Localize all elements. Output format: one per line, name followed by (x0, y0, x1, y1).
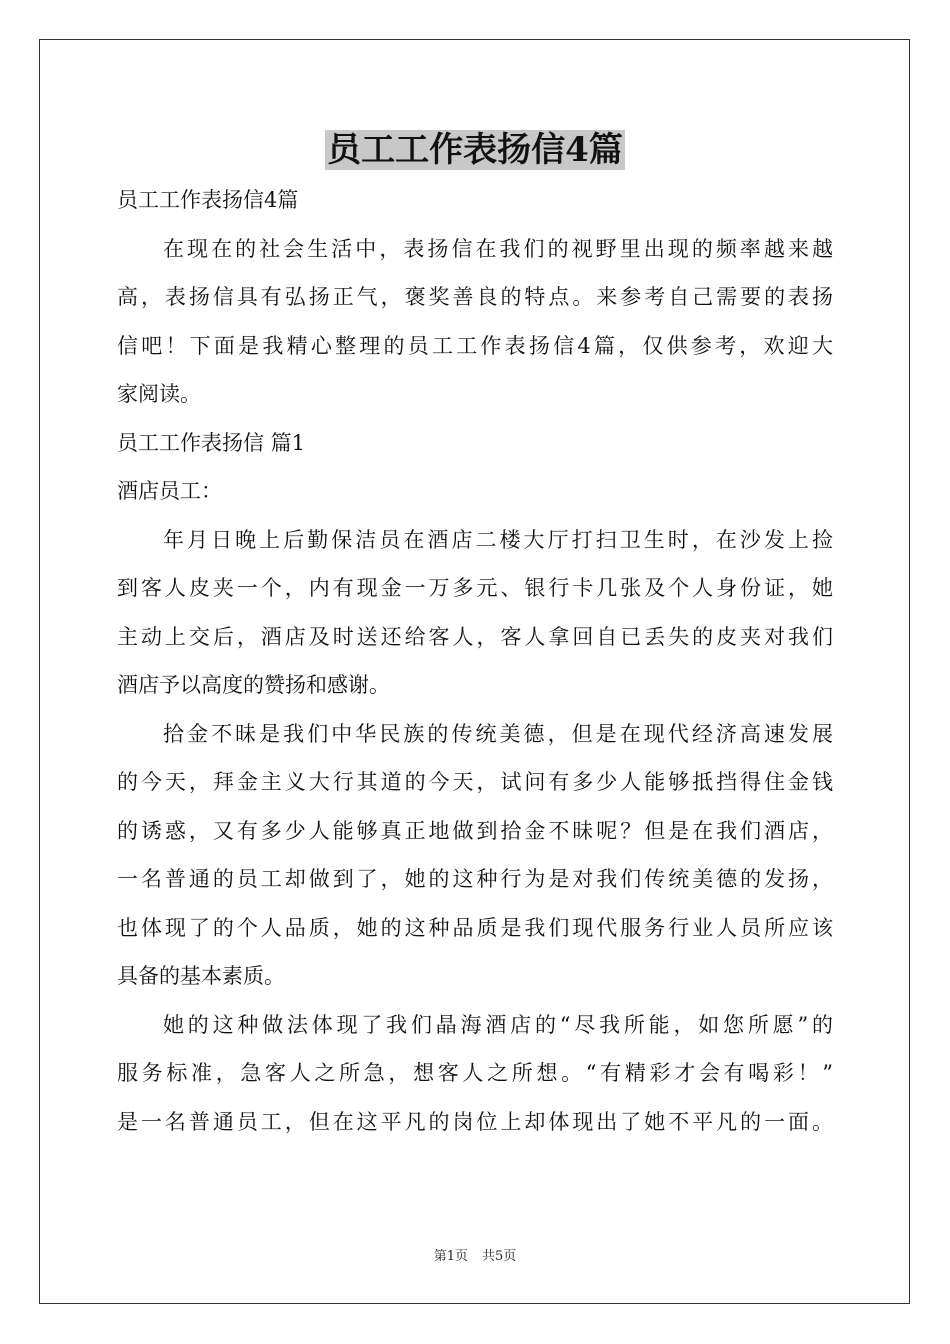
paragraph-line: 拾金不昧是我们中华民族的传统美德，但是在现代经济高速发展 (163, 721, 833, 746)
paragraph-line: 是一名普通员工，但在这平凡的岗位上却体现出了她不平凡的一面。 (117, 1109, 833, 1134)
paragraph-line: 年月日晚上后勤保洁员在酒店二楼大厅打扫卫生时，在沙发上捡 (163, 527, 833, 552)
paragraph-line: 她的这种做法体现了我们晶海酒店的“尽我所能，如您所愿”的 (163, 1012, 833, 1037)
paragraph-line: 在现在的社会生活中，表扬信在我们的视野里出现的频率越来越 (163, 236, 833, 261)
paragraph-line: 一名普通的员工却做到了，她的这种行为是对我们传统美德的发扬， (117, 867, 833, 891)
page-number: 第1页 (433, 1249, 468, 1264)
paragraph-line: 的诱惑，又有多少人能够真正地做到拾金不昧呢？但是在我们酒店， (117, 818, 833, 843)
document-title: 员工工作表扬信4篇 (327, 130, 623, 170)
paragraph-line: 也体现了的个人品质，她的这种品质是我们现代服务行业人员所应该 (117, 915, 833, 940)
paragraph-line: 主动上交后，酒店及时送还给客人，客人拿回自已丢失的皮夹对我们 (117, 624, 833, 649)
page-footer (0, 1248, 950, 1266)
paragraph-line: 家阅读。 (117, 382, 201, 406)
salutation: 酒店员工： (117, 479, 222, 503)
paragraph-line: 服务标准，急客人之所急，想客人之所想。“有精彩才会有喝彩！” (117, 1061, 833, 1085)
paragraph-line: 高，表扬信具有弘扬正气，褒奖善良的特点。来参考自己需要的表扬 (117, 285, 833, 309)
paragraph-line: 酒店予以高度的赞扬和感谢。 (117, 673, 390, 697)
subtitle-line: 员工工作表扬信4篇 (117, 188, 299, 212)
paragraph-line: 到客人皮夹一个，内有现金一万多元、银行卡几张及个人身份证，她 (117, 576, 833, 600)
page-total: 共5页 (482, 1249, 517, 1264)
paragraph-line: 信吧！下面是我精心整理的员工工作表扬信4篇，仅供参考，欢迎大 (117, 333, 833, 358)
document-body (117, 176, 833, 1146)
section-heading: 员工工作表扬信 篇1 (117, 430, 306, 455)
paragraph-line: 的今天，拜金主义大行其道的今天，试问有多少人能够抵挡得住金钱 (117, 770, 833, 794)
paragraph-line: 具备的基本素质。 (117, 964, 285, 988)
